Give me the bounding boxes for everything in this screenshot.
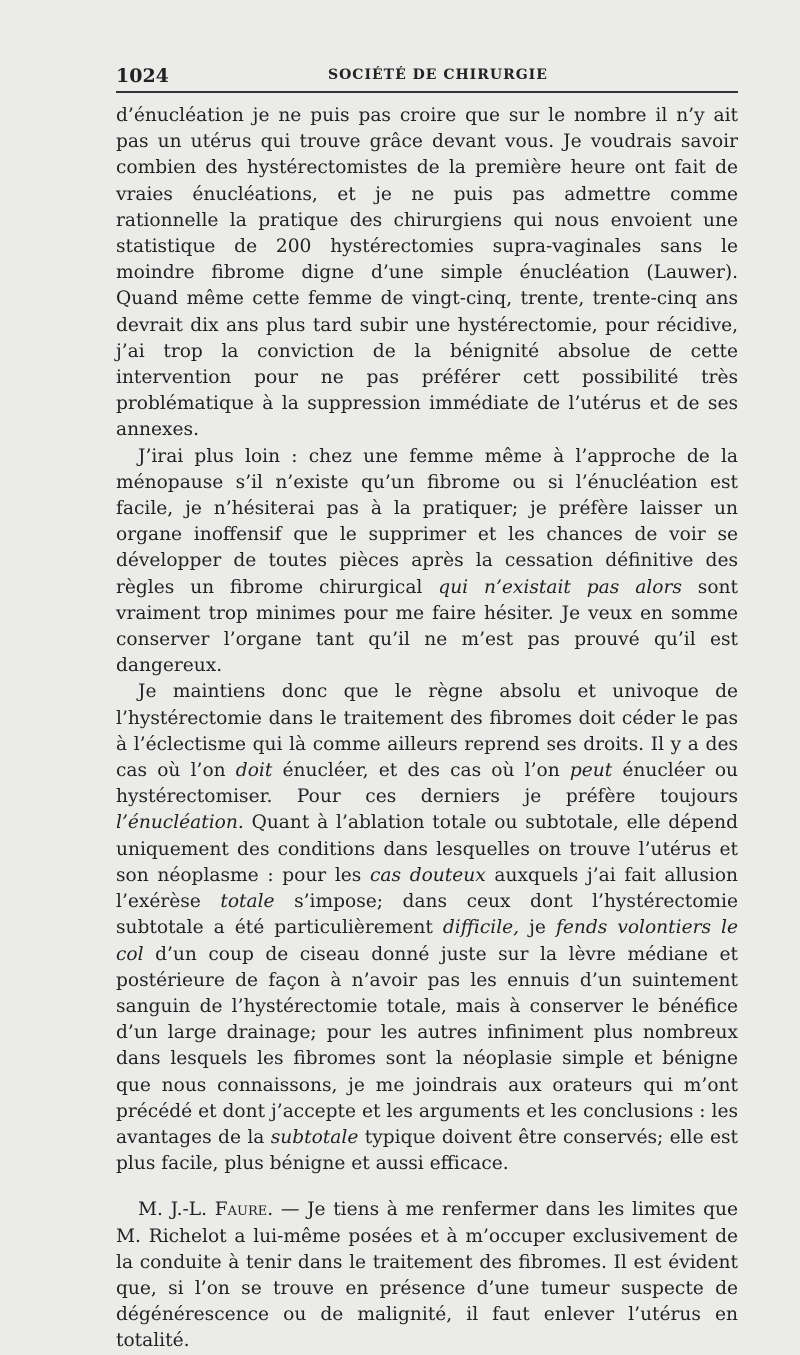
text-run: je (519, 917, 556, 939)
italic-phrase: subtotale (270, 1126, 359, 1148)
text-run: M. J.-L. (138, 1199, 215, 1221)
italic-phrase: cas douteux (370, 864, 486, 886)
article-body (116, 103, 738, 1355)
italic-phrase: qui n’existait pas alors (438, 576, 682, 598)
paragraph-3 (116, 679, 738, 1177)
text-run: Quant à l’ablation totale ou subtotale, elle dépend uniquement des conditions dans lesquelles on trouve l’utérus et son néoplasme : pour les (116, 812, 738, 886)
header-rule (116, 91, 738, 93)
italic-phrase: peut (569, 760, 613, 782)
text-run: énucléer, et des cas où l’on (272, 760, 570, 782)
text-run: d’énucléation je ne puis pas croire que sur le nombre il n’y ait pas un utérus qui trouve grâce devant vous. Je voudrais savoir combien des hystérectomistes de la première heure ont fait de vraies énucléations, et je ne puis pas admettre comme rationnelle la pratique des chirurgiens qui nous envoient une statistique de 200 hystérectomies supra-vaginales sans le moindre fibrome digne d’une simple énucléation (Lauwer). Quand même cette femme de vingt-cinq, trente, trente-cinq ans devrait dix ans plus tard subir une hystérectomie, pour récidive, j’ai trop la conviction de la bénignité absolue de cette intervention pour ne pas préférer cett possibilité très problématique à la suppression immédiate de l’utérus et de ses annexes. (116, 105, 738, 441)
text-run: d’un coup de ciseau donné juste sur la lèvre médiane et postérieure de façon à n’avoir pas les ennuis d’un suintement sanguin de l’hystérectomie totale, mais à conserver le bénéfice d’un large drainage; pour les autres infiniment plus nombreux dans lesquels les fibromes sont la néoplasie simple et bénigne que nous connaissons, je me joindrais aux orateurs qui m’ont précédé et dont j’accepte et les arguments et les conclusions : les avantages de la (116, 943, 738, 1148)
italic-phrase: difficile, (442, 917, 520, 939)
text-run: auxquels j’ai fait allusion l’exérèse (116, 864, 738, 913)
paragraph-4-faure (116, 1197, 738, 1354)
paragraph-1 (116, 103, 738, 444)
text-run: — Je tiens à me renfermer dans les limites que M. Richelot a lui-même posées et à m’occuper exclusivement de la conduite à tenir dans le traitement des fibromes. Il est évident que, si l’on se trouve en présence d’une tumeur suspecte de dégénérescence ou de malignité, il faut enlever l’utérus en totalité. (116, 1199, 738, 1352)
text-run: énucléer ou hystérectomiser. Pour ces derniers je préfère toujours (116, 760, 738, 808)
paragraph-2 (116, 444, 738, 680)
speaker-name: Faure. (214, 1199, 274, 1221)
italic-phrase: l’énucléation. (116, 812, 244, 834)
text-run: J’irai plus loin : chez une femme même à l’approche de la ménopause s’il n’existe qu’un fibrome ou si l’énucléation est facile, je n’hésiterai pas à la pratiquer; je préfère laisser un organe inoffensif que le supprimer et les chances de voir se développer de toutes pièces après la cessation définitive des règles un fibrome chirurgical (116, 445, 738, 598)
italic-phrase: fends volontiers le col (116, 917, 739, 965)
page-header (116, 55, 738, 87)
text-run: sont vraiment trop minimes pour me faire hésiter. Je veux en somme conserver l’organe tant qu’il ne m’est pas prouvé qu’il est dangereux. (116, 576, 738, 677)
text-run: Je maintiens donc que le règne absolu et univoque de l’hystérectomie dans le traitement des fibromes doit céder le pas à l’éclectisme qui là comme ailleurs reprend ses droits. Il y a des cas où l’on (116, 681, 738, 782)
text-run: typique doivent être conservés; elle est plus facile, plus bénigne et aussi efficace. (116, 1126, 738, 1175)
italic-phrase: totale (220, 891, 275, 913)
text-run: s’impose; dans ceux dont l’hystérectomie subtotale a été particulièrement (116, 891, 739, 939)
page-number: 1024 (116, 65, 169, 87)
italic-phrase: doit (235, 760, 273, 782)
running-title: SOCIÉTÉ DE CHIRURGIE (328, 67, 548, 83)
